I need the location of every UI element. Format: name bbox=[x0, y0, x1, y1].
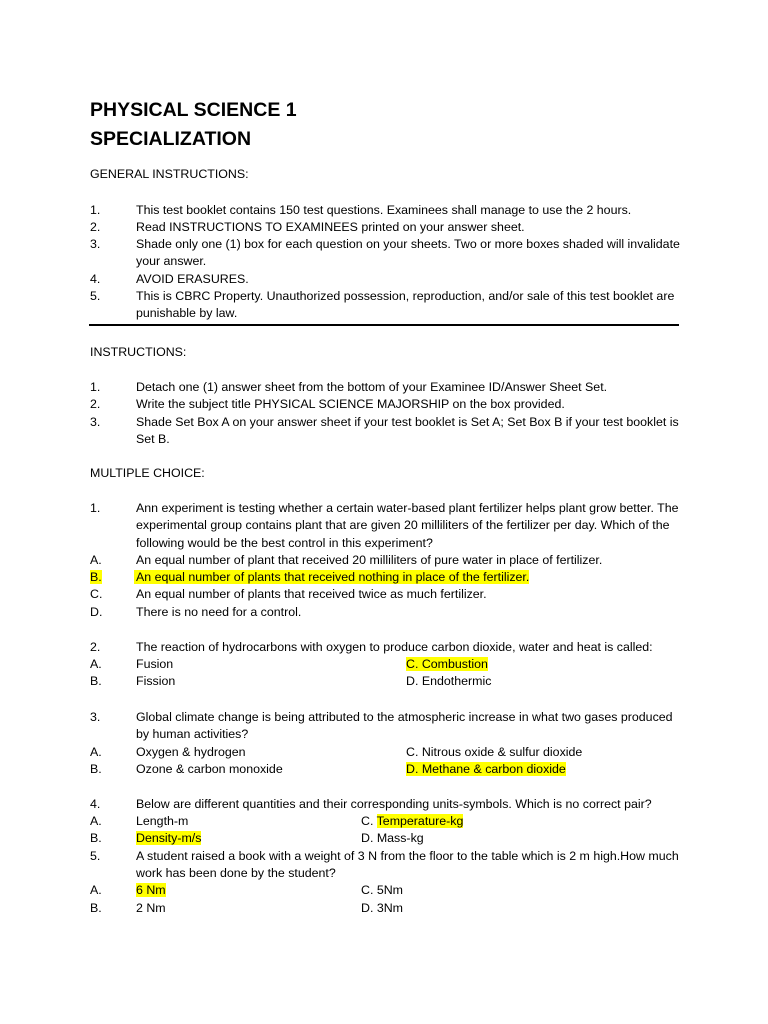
option-letter: C. bbox=[90, 587, 103, 601]
highlight-mark: D. Methane & carbon dioxide bbox=[406, 762, 566, 776]
option-letter: A. bbox=[90, 553, 102, 567]
option-letter: B. bbox=[90, 674, 102, 688]
question-number: 5. bbox=[90, 849, 101, 863]
option-text: An equal number of plant that received 20 milliliters of pure water in place of fertilizer. bbox=[136, 553, 603, 567]
item-text: Shade only one (1) box for each question on your sheets. Two or more boxes shaded will invalidate your answer. bbox=[136, 237, 680, 269]
option-letter: A. bbox=[90, 814, 102, 828]
item-text: Detach one (1) answer sheet from the bottom of your Examinee ID/Answer Sheet Set. bbox=[136, 380, 608, 394]
option-letter: A. bbox=[90, 883, 102, 897]
item-number: 3. bbox=[90, 415, 101, 429]
option-text: Fusion bbox=[136, 657, 174, 671]
item-text: Read INSTRUCTIONS TO EXAMINEES printed on your answer sheet. bbox=[136, 220, 525, 234]
title-line-1: PHYSICAL SCIENCE 1 bbox=[90, 99, 297, 121]
option-text: An equal number of plants that received twice as much fertilizer. bbox=[136, 587, 487, 601]
highlight-mark: Temperature-kg bbox=[376, 814, 464, 828]
option-text: There is no need for a control. bbox=[136, 605, 302, 619]
option-letter: A. bbox=[90, 745, 102, 759]
item-number: 1. bbox=[90, 203, 101, 217]
item-text: Shade Set Box A on your answer sheet if your test booklet is Set A; Set Box B if your test booklet is Set B. bbox=[136, 415, 679, 447]
option-text: C. Nitrous oxide & sulfur dioxide bbox=[406, 745, 583, 759]
option-text: D. Endothermic bbox=[406, 674, 492, 688]
option-text: 2 Nm bbox=[136, 901, 166, 915]
item-number: 3. bbox=[90, 237, 101, 251]
title-line-2: SPECIALIZATION bbox=[90, 128, 252, 150]
item-number: 4. bbox=[90, 272, 101, 286]
option-prefix: C. bbox=[361, 814, 377, 828]
item-number: 2. bbox=[90, 397, 101, 411]
option-text-highlighted bbox=[136, 882, 680, 899]
option-text: Oxygen & hydrogen bbox=[136, 745, 246, 759]
item-text: This is CBRC Property. Unauthorized possession, reproduction, and/or sale of this test booklet are punishable by law. bbox=[136, 289, 675, 321]
question-text: A student raised a book with a weight of 3 N from the floor to the table which is 2 m high.How much work has been done by the student? bbox=[136, 849, 679, 881]
item-number: 1. bbox=[90, 380, 101, 394]
option-letter: B. bbox=[90, 762, 102, 776]
option-text: Fission bbox=[136, 674, 176, 688]
item-number: 2. bbox=[90, 220, 101, 234]
item-text: AVOID ERASURES. bbox=[136, 272, 249, 286]
question-text: Below are different quantities and their corresponding units-symbols. Which is no correct pair? bbox=[136, 797, 652, 811]
section-divider bbox=[89, 324, 679, 326]
item-text: This test booklet contains 150 test questions. Examinees shall manage to use the 2 hours. bbox=[136, 203, 632, 217]
item-text: Write the subject title PHYSICAL SCIENCE MAJORSHIP on the box provided. bbox=[136, 397, 565, 411]
question-number: 2. bbox=[90, 640, 101, 654]
highlight-mark: Density-m/s bbox=[136, 831, 202, 845]
option-text: D. 3Nm bbox=[361, 901, 403, 915]
page-title bbox=[90, 96, 297, 154]
option-text-highlighted bbox=[406, 656, 488, 673]
option-text-highlighted bbox=[406, 761, 566, 778]
question-number: 3. bbox=[90, 710, 101, 724]
option-letter: D. bbox=[90, 605, 103, 619]
question-text: Ann experiment is testing whether a certain water-based plant fertilizer helps plant grow better. The experimental group contains plant that are given 20 milliliters of the fertilizer per day. Which of the following would be the best control in this experiment? bbox=[136, 501, 679, 550]
instructions-heading: INSTRUCTIONS: bbox=[90, 345, 187, 359]
highlight-mark: B. bbox=[90, 570, 102, 584]
question-text: Global climate change is being attributed to the atmospheric increase in what two gases produced by human activities? bbox=[136, 710, 673, 742]
question-text: The reaction of hydrocarbons with oxygen to produce carbon dioxide, water and heat is called: bbox=[136, 640, 653, 654]
option-text bbox=[134, 569, 678, 586]
question-number: 1. bbox=[90, 501, 101, 515]
highlight-mark: C. Combustion bbox=[406, 657, 488, 671]
multiple-choice-heading: MULTIPLE CHOICE: bbox=[90, 466, 205, 480]
option-text: C. 5Nm bbox=[361, 883, 403, 897]
option-letter: A. bbox=[90, 657, 102, 671]
question-number: 4. bbox=[90, 797, 101, 811]
option-text-highlighted bbox=[361, 813, 463, 830]
option-text: Ozone & carbon monoxide bbox=[136, 762, 283, 776]
highlight-mark: 6 Nm bbox=[136, 883, 166, 897]
item-number: 5. bbox=[90, 289, 101, 303]
option-letter: B. bbox=[90, 831, 102, 845]
option-letter: B. bbox=[90, 901, 102, 915]
highlight-mark: An equal number of plants that received nothing in place of the fertilizer. bbox=[136, 570, 530, 584]
option-text: Length-m bbox=[136, 814, 189, 828]
option-text: D. Mass-kg bbox=[361, 831, 424, 845]
general-instructions-heading: GENERAL INSTRUCTIONS: bbox=[90, 167, 249, 181]
option-letter bbox=[90, 569, 102, 586]
